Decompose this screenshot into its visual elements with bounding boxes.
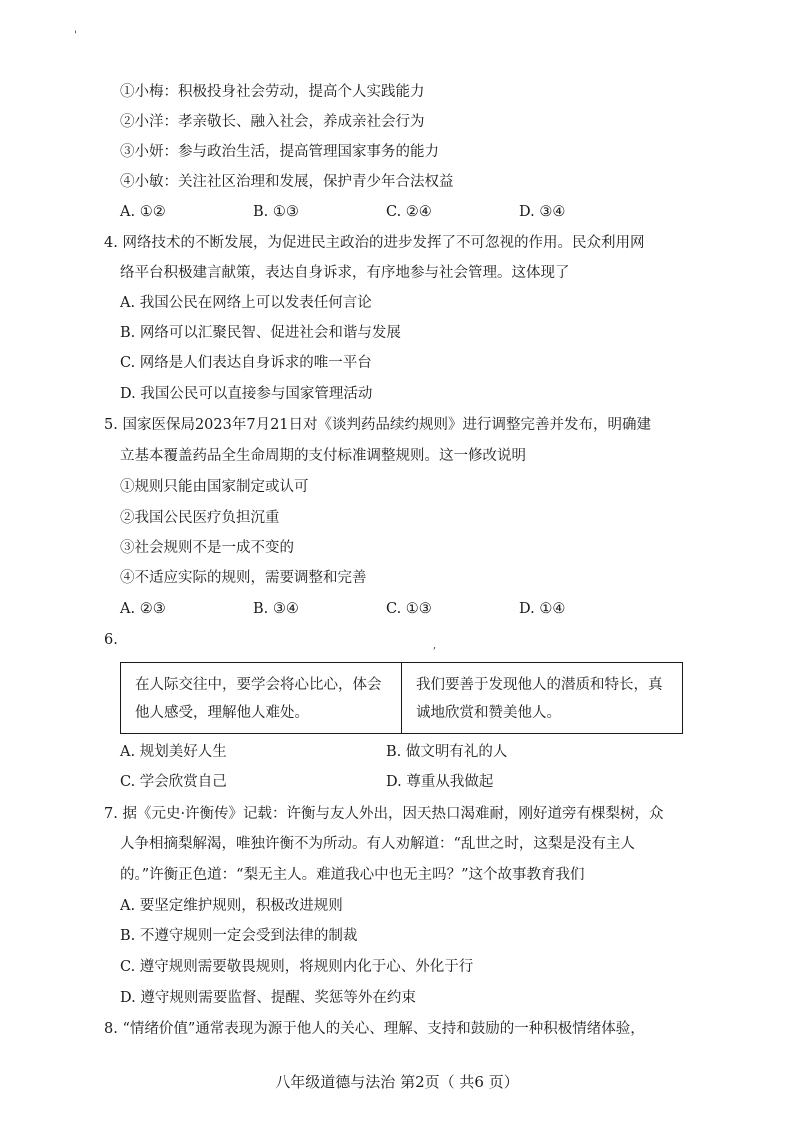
q6-table-cell-left: 在人际交往中，要学会将心比心，体会他人感受，理解他人难处。 [135, 677, 382, 721]
q3-item-2: ②小洋：孝亲敬长、融入社会，养成亲社会行为 [120, 114, 425, 130]
q5-stem-line-1: 5. 国家医保局2023年7月21日对《谈判药品续约规则》进行调整完善并发布，明确建 [104, 417, 652, 433]
q3-option-c[interactable]: C. ②④ [386, 204, 432, 220]
q5-item-3: ③社会规则不是一成不变的 [120, 540, 294, 556]
q6-option-a[interactable]: A. 规划美好人生 [120, 744, 227, 760]
q7-option-a[interactable]: A. 要坚定维护规则，积极改进规则 [120, 898, 343, 914]
q6-option-b[interactable]: B. 做文明有礼的人 [386, 744, 508, 760]
q5-option-d[interactable]: D. ①④ [519, 601, 566, 617]
q5-option-a[interactable]: A. ②③ [120, 601, 166, 617]
q6-table-cell-right: 我们要善于发现他人的潜质和特长，真诚地欣赏和赞美他人。 [401, 663, 682, 733]
q5-stem-line-2: 立基本覆盖药品全生命周期的支付标准调整规则。这一修改说明 [120, 448, 526, 464]
q6-option-d[interactable]: D. 尊重从我做起 [386, 774, 494, 790]
q5-item-4: ④不适应实际的规则，需要调整和完善 [120, 570, 367, 586]
q5-item-2: ②我国公民医疗负担沉重 [120, 510, 280, 526]
q3-option-b[interactable]: B. ①③ [253, 204, 299, 220]
q3-option-a[interactable]: A. ①② [120, 204, 166, 220]
q5-item-1: ①规则只能由国家制定或认可 [120, 479, 309, 495]
scan-mark: ' [74, 30, 77, 41]
q6-table [120, 662, 683, 734]
q4-option-a[interactable]: A. 我国公民在网络上可以发表任何言论 [120, 295, 372, 311]
q4-option-c[interactable]: C. 网络是人们表达自身诉求的唯一平台 [120, 355, 372, 371]
q5-options [120, 599, 680, 619]
q4-stem-line-1: 4. 网络技术的不断发展，为促进民主政治的进步发挥了不可忽视的作用。民众利用网 [104, 235, 645, 251]
q6-options-row-1 [120, 742, 652, 762]
q3-options [120, 202, 680, 222]
q3-option-d[interactable]: D. ③④ [519, 204, 566, 220]
q4-option-b[interactable]: B. 网络可以汇聚民智、促进社会和谐与发展 [120, 325, 401, 341]
q5-option-b[interactable]: B. ③④ [253, 601, 299, 617]
q8-stem-line-1: 8. “情绪价值”通常表现为源于他人的关心、理解、支持和鼓励的一种积极情绪体验， [104, 1021, 645, 1037]
q4-option-d[interactable]: D. 我国公民可以直接参与国家管理活动 [120, 386, 373, 402]
q7-option-c[interactable]: C. 遵守规则需要敬畏规则，将规则内化于心、外化于行 [120, 959, 474, 975]
q6-option-c[interactable]: C. 学会欣赏自己 [120, 774, 227, 790]
q7-stem-line-2: 人争相摘梨解渴，唯独许衡不为所动。有人劝解道：“乱世之时，这梨是没有主人 [120, 836, 635, 852]
q7-stem-line-1: 7. 据《元史·许衡传》记载：许衡与友人外出，因天热口渴难耐，刚好道旁有棵梨树，众 [104, 806, 664, 822]
q7-option-d[interactable]: D. 遵守规则需要监督、提醒、奖惩等外在约束 [120, 990, 416, 1006]
q3-item-3: ③小妍：参与政治生活，提高管理国家事务的能力 [120, 144, 439, 160]
q7-option-b[interactable]: B. 不遵守规则一定会受到法律的制裁 [120, 928, 358, 944]
q6-options-row-2 [120, 772, 652, 792]
q3-item-1: ①小梅：积极投身社会劳动，提高个人实践能力 [120, 84, 425, 100]
q4-stem-line-2: 络平台积极建言献策，表达自身诉求，有序地参与社会管理。这体现了 [120, 265, 570, 281]
scan-mark: , [433, 640, 437, 651]
q7-stem-line-3: 的。”许衡正色道：“梨无主人。难道我心中也无主吗？”这个故事教育我们 [120, 867, 585, 883]
q5-option-c[interactable]: C. ①③ [386, 601, 432, 617]
q6-number: 6. [104, 632, 118, 648]
page-footer: 八年级道德与法治 第2页（ 共6 页） [275, 1073, 519, 1091]
q3-item-4: ④小敏：关注社区治理和发展，保护青少年合法权益 [120, 174, 454, 190]
